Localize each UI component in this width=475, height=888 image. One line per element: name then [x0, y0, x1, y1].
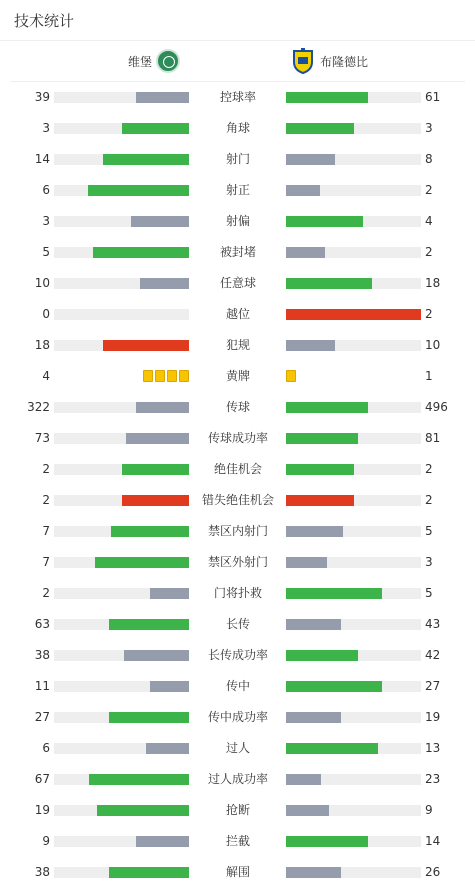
home-stat-value: 7	[42, 524, 50, 538]
stat-row	[0, 857, 475, 888]
home-stat-bar-track	[54, 743, 189, 754]
home-stat-value: 3	[42, 214, 50, 228]
away-yellow-cards	[286, 370, 296, 383]
stat-label: 控球率	[219, 90, 256, 104]
away-stat-bar-track	[286, 123, 421, 134]
home-stat-bar	[136, 92, 189, 103]
away-stat-bar-track	[286, 92, 421, 103]
home-stat-bar-track	[54, 836, 189, 847]
away-stat-bar	[286, 712, 341, 723]
stat-row	[0, 485, 475, 516]
away-stat-bar-track	[286, 650, 421, 661]
away-stat-bar-track	[286, 557, 421, 568]
away-stat-value: 8	[425, 152, 433, 166]
home-stat-bar	[136, 402, 189, 413]
home-stat-value: 38	[34, 865, 50, 879]
away-stat-bar	[286, 433, 358, 444]
stat-row	[0, 795, 475, 826]
stat-row	[0, 733, 475, 764]
home-stat-bar-track	[54, 278, 189, 289]
home-stat-bar-track	[54, 805, 189, 816]
away-stat-value: 42	[425, 648, 441, 662]
home-stat-bar	[103, 154, 189, 165]
home-stat-value: 6	[42, 183, 50, 197]
home-stat-bar	[109, 712, 189, 723]
stat-label: 禁区外射门	[207, 555, 268, 569]
away-stat-bar	[286, 402, 368, 413]
stat-label: 解围	[225, 865, 250, 879]
away-stat-bar-track	[286, 681, 421, 692]
home-stat-value: 9	[42, 834, 50, 848]
stat-label: 传球成功率	[207, 431, 268, 445]
home-stat-bar	[122, 495, 190, 506]
away-stat-bar-track	[286, 867, 421, 878]
home-stat-bar-track	[54, 123, 189, 134]
stat-label: 绝佳机会	[213, 462, 262, 476]
home-stat-value: 2	[42, 493, 50, 507]
stat-label: 门将扑救	[213, 586, 262, 600]
stat-row	[0, 423, 475, 454]
home-stat-value: 6	[42, 741, 50, 755]
away-stat-value: 2	[425, 307, 433, 321]
stat-row	[0, 361, 475, 392]
stat-label: 角球	[225, 121, 250, 135]
away-stat-value: 43	[425, 617, 441, 631]
away-stat-bar	[286, 92, 368, 103]
away-stat-value: 1	[425, 369, 433, 383]
stat-row	[0, 268, 475, 299]
home-stat-bar	[131, 216, 189, 227]
away-stat-value: 19	[425, 710, 441, 724]
home-stat-value: 38	[34, 648, 50, 662]
away-stat-bar	[286, 526, 343, 537]
away-stat-value: 9	[425, 803, 433, 817]
away-stat-bar	[286, 557, 327, 568]
away-stat-bar-track	[286, 712, 421, 723]
away-stat-value: 2	[425, 493, 433, 507]
away-team-name: 布隆德比	[320, 54, 369, 69]
stat-row	[0, 299, 475, 330]
stat-label: 越位	[225, 307, 250, 321]
brondby-crest-icon	[292, 48, 314, 74]
home-stat-bar	[97, 805, 189, 816]
home-stat-value: 11	[34, 679, 50, 693]
home-stat-bar	[122, 464, 190, 475]
away-stat-bar-track	[286, 464, 421, 475]
stat-label: 传中	[225, 679, 250, 693]
home-stat-bar	[88, 185, 189, 196]
away-stat-bar	[286, 774, 321, 785]
stat-row	[0, 113, 475, 144]
away-stat-bar-track	[286, 495, 421, 506]
home-stat-value: 14	[34, 152, 50, 166]
away-stat-value: 14	[425, 834, 441, 848]
stat-row	[0, 547, 475, 578]
home-stat-bar	[95, 557, 190, 568]
stat-label: 任意球	[219, 276, 256, 290]
away-stat-value: 13	[425, 741, 441, 755]
home-stat-bar-track	[54, 774, 189, 785]
stat-label: 禁区内射门	[207, 524, 268, 538]
away-stat-bar-track	[286, 774, 421, 785]
away-stat-bar	[286, 154, 335, 165]
stat-label: 抢断	[225, 803, 250, 817]
home-stat-bar-track	[54, 402, 189, 413]
viborg-crest-icon	[156, 49, 180, 73]
away-stat-value: 2	[425, 183, 433, 197]
yellow-card-icon	[167, 370, 177, 382]
home-stat-bar	[124, 650, 189, 661]
stat-row	[0, 237, 475, 268]
stat-label: 传中成功率	[207, 710, 268, 724]
away-stat-value: 81	[425, 431, 441, 445]
home-stat-value: 322	[27, 400, 50, 414]
away-stat-bar-track	[286, 247, 421, 258]
home-stat-value: 10	[34, 276, 50, 290]
home-stat-bar-track	[54, 216, 189, 227]
stat-label: 传球	[225, 400, 250, 414]
stat-label: 被封堵	[219, 245, 256, 259]
away-stat-bar	[286, 464, 354, 475]
stat-row	[0, 764, 475, 795]
stat-label: 过人	[225, 741, 250, 755]
away-stat-bar-track	[286, 340, 421, 351]
home-stat-value: 73	[34, 431, 50, 445]
stat-label: 长传成功率	[207, 648, 268, 662]
home-team-name: 维堡	[127, 54, 152, 69]
home-stat-bar-track	[54, 619, 189, 630]
home-stat-value: 63	[34, 617, 50, 631]
stat-label: 射偏	[225, 214, 250, 228]
away-stat-bar	[286, 216, 363, 227]
away-stat-bar-track	[286, 619, 421, 630]
home-stat-value: 27	[34, 710, 50, 724]
away-stat-bar	[286, 743, 378, 754]
away-stat-bar	[286, 650, 358, 661]
away-stat-value: 4	[425, 214, 433, 228]
away-stat-value: 26	[425, 865, 441, 879]
home-stat-value: 3	[42, 121, 50, 135]
home-stat-bar	[109, 619, 189, 630]
yellow-card-icon	[286, 370, 296, 382]
stat-row	[0, 392, 475, 423]
home-stat-value: 2	[42, 462, 50, 476]
away-stat-bar-track	[286, 836, 421, 847]
home-stat-bar-track	[54, 526, 189, 537]
home-stat-bar	[126, 433, 189, 444]
away-stat-value: 23	[425, 772, 441, 786]
home-stat-bar-track	[54, 681, 189, 692]
home-stat-value: 7	[42, 555, 50, 569]
away-stat-value: 2	[425, 462, 433, 476]
home-stat-bar-track	[54, 464, 189, 475]
home-stat-bar	[140, 278, 189, 289]
home-stat-bar-track	[54, 495, 189, 506]
home-stat-bar	[122, 123, 190, 134]
home-stat-bar-track	[54, 92, 189, 103]
home-stat-bar	[150, 681, 189, 692]
stat-row	[0, 702, 475, 733]
away-stat-bar	[286, 123, 354, 134]
away-stat-value: 27	[425, 679, 441, 693]
home-stat-bar	[146, 743, 189, 754]
away-stat-bar-track	[286, 402, 421, 413]
yellow-card-icon	[143, 370, 153, 382]
home-stat-bar-track	[54, 309, 189, 320]
home-stat-bar	[93, 247, 189, 258]
home-stat-bar-track	[54, 340, 189, 351]
away-stat-value: 3	[425, 121, 433, 135]
yellow-card-icon	[155, 370, 165, 382]
away-stat-value: 496	[425, 400, 448, 414]
home-stat-bar-track	[54, 588, 189, 599]
away-stat-bar-track	[286, 278, 421, 289]
away-team[interactable]	[292, 41, 368, 81]
away-stat-bar	[286, 836, 368, 847]
stat-row	[0, 206, 475, 237]
away-stat-value: 5	[425, 586, 433, 600]
away-stat-bar	[286, 185, 320, 196]
home-stat-bar	[150, 588, 189, 599]
away-stat-bar-track	[286, 309, 421, 320]
stat-row	[0, 609, 475, 640]
stat-row	[0, 330, 475, 361]
away-stat-bar-track	[286, 185, 421, 196]
home-stat-bar	[103, 340, 189, 351]
stat-label: 犯规	[225, 338, 250, 352]
away-stat-value: 61	[425, 90, 441, 104]
away-stat-bar	[286, 309, 421, 320]
home-team[interactable]	[128, 41, 180, 81]
home-stat-bar-track	[54, 867, 189, 878]
home-stat-bar-track	[54, 650, 189, 661]
home-stat-value: 19	[34, 803, 50, 817]
away-stat-bar-track	[286, 588, 421, 599]
home-stat-value: 2	[42, 586, 50, 600]
page-title: 技术统计	[14, 11, 75, 30]
home-stat-bar-track	[54, 433, 189, 444]
stat-row	[0, 516, 475, 547]
away-stat-bar-track	[286, 526, 421, 537]
away-stat-bar	[286, 340, 335, 351]
home-stat-value: 5	[42, 245, 50, 259]
home-stat-value: 67	[34, 772, 50, 786]
stat-row	[0, 144, 475, 175]
stat-label: 过人成功率	[207, 772, 268, 786]
home-stat-bar	[111, 526, 189, 537]
away-stat-bar	[286, 619, 341, 630]
stat-row	[0, 671, 475, 702]
stat-row	[0, 640, 475, 671]
home-stat-bar-track	[54, 154, 189, 165]
away-stat-value: 3	[425, 555, 433, 569]
stat-row	[0, 82, 475, 113]
stat-label: 错失绝佳机会	[201, 493, 274, 507]
stats-list	[0, 82, 475, 888]
away-stat-bar	[286, 805, 329, 816]
home-yellow-cards	[143, 370, 189, 383]
away-stat-value: 5	[425, 524, 433, 538]
home-stat-bar	[89, 774, 189, 785]
away-stat-bar	[286, 278, 372, 289]
stat-row	[0, 175, 475, 206]
home-stat-value: 4	[42, 369, 50, 383]
home-stat-bar-track	[54, 247, 189, 258]
home-stat-bar-track	[54, 557, 189, 568]
home-stat-value: 39	[34, 90, 50, 104]
away-stat-bar	[286, 495, 354, 506]
away-stat-bar	[286, 681, 382, 692]
away-stat-value: 2	[425, 245, 433, 259]
away-stat-bar-track	[286, 743, 421, 754]
away-stat-value: 18	[425, 276, 441, 290]
stat-row	[0, 578, 475, 609]
away-stat-bar	[286, 588, 382, 599]
away-stat-bar	[286, 867, 341, 878]
home-stat-value: 0	[42, 307, 50, 321]
stat-label: 拦截	[225, 834, 250, 848]
stat-label: 射门	[225, 152, 250, 166]
away-stat-bar-track	[286, 805, 421, 816]
stats-header	[0, 0, 475, 41]
stat-label: 黄牌	[225, 369, 250, 383]
stat-row	[0, 826, 475, 857]
home-stat-bar-track	[54, 712, 189, 723]
away-stat-bar-track	[286, 216, 421, 227]
away-stat-bar-track	[286, 154, 421, 165]
home-stat-value: 18	[34, 338, 50, 352]
home-stat-bar	[136, 836, 189, 847]
stat-label: 射正	[225, 183, 250, 197]
away-stat-bar	[286, 247, 325, 258]
teams-bar	[10, 41, 465, 82]
away-stat-bar-track	[286, 433, 421, 444]
stat-label: 长传	[225, 617, 250, 631]
stat-row	[0, 454, 475, 485]
away-stat-value: 10	[425, 338, 441, 352]
home-stat-bar	[109, 867, 189, 878]
home-stat-bar-track	[54, 185, 189, 196]
yellow-card-icon	[179, 370, 189, 382]
